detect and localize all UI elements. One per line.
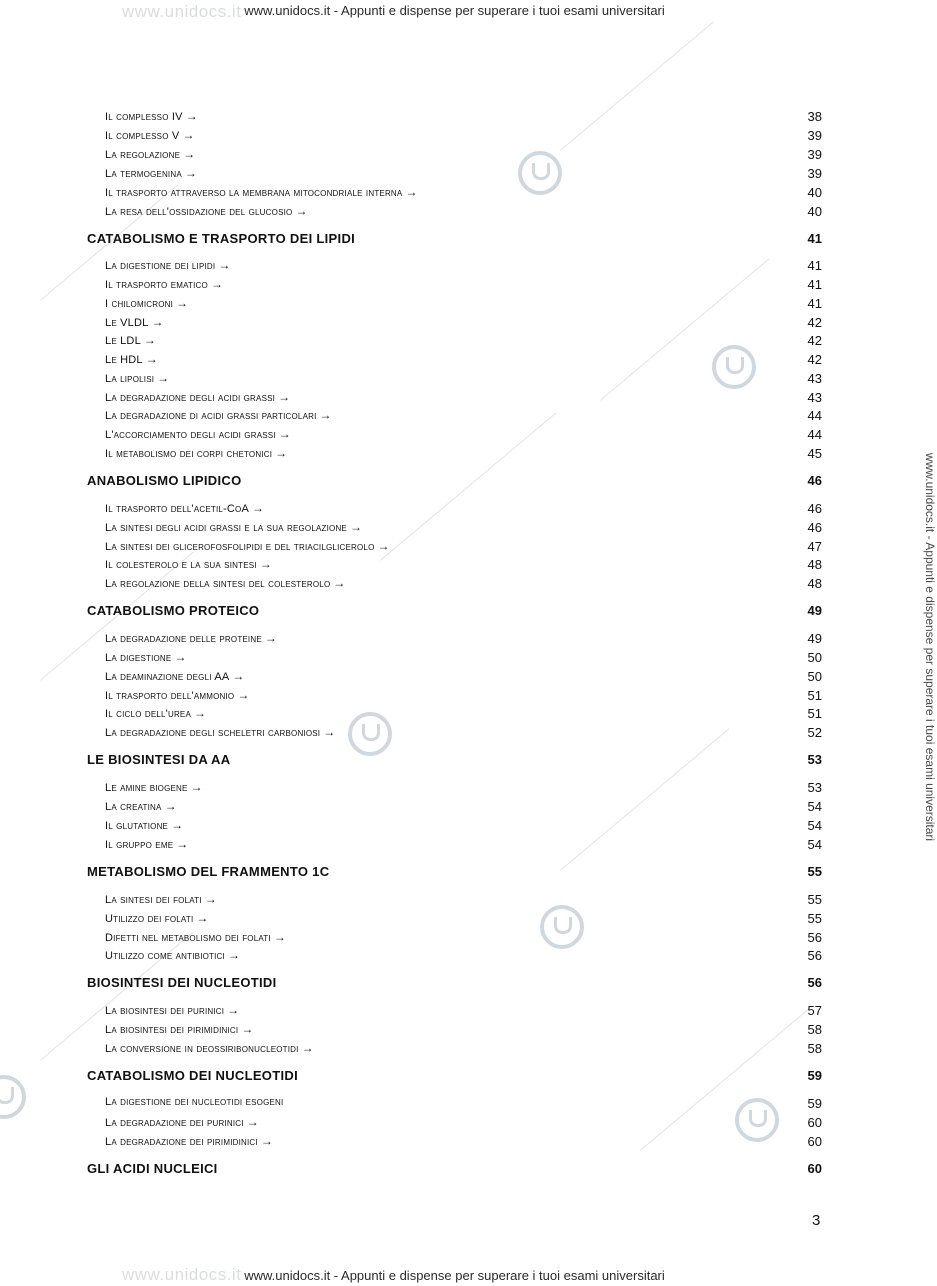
arrow-right-icon: → <box>246 1115 259 1129</box>
toc-section-title[interactable]: ANABOLISMO LIPIDICO <box>87 473 242 488</box>
toc-entry-row[interactable] <box>0 258 909 276</box>
toc-entry-title[interactable]: Il trasporto ematico → <box>105 277 224 291</box>
arrow-right-icon: → <box>278 390 291 404</box>
toc-entry-title[interactable]: La degradazione dei pirimidinici → <box>105 1134 274 1148</box>
toc-page-number: 46 <box>807 520 822 535</box>
watermark-side-right: www.unidocs.it - Appunti e dispense per superare i tuoi esami universitari <box>922 452 937 842</box>
toc-entry-row[interactable] <box>0 204 909 222</box>
arrow-right-icon: → <box>349 520 363 534</box>
arrow-right-icon: → <box>227 948 241 962</box>
arrow-right-icon: → <box>377 539 390 553</box>
toc-entry-title[interactable]: La lipolisi → <box>105 371 170 385</box>
toc-entry-title[interactable]: La degradazione degli acidi grassi → <box>105 390 291 404</box>
arrow-right-icon: → <box>176 837 189 851</box>
toc-page-number: 43 <box>807 371 822 386</box>
toc-section-row[interactable] <box>0 603 909 621</box>
toc-section-row[interactable] <box>0 864 909 882</box>
toc-entry-row[interactable] <box>0 109 909 127</box>
toc-page-number: 56 <box>807 948 822 963</box>
toc-entry-row[interactable] <box>0 911 909 929</box>
arrow-right-icon: → <box>185 109 198 123</box>
toc-page-number: 42 <box>807 352 822 367</box>
toc-entry-row[interactable] <box>0 352 909 370</box>
toc-entry-row[interactable] <box>0 706 909 724</box>
toc-entry-row[interactable] <box>0 557 909 575</box>
toc-section-row[interactable] <box>0 1068 909 1086</box>
toc-entry-title[interactable]: Utilizzo come antibiotici → <box>105 948 241 962</box>
toc-entry-title[interactable]: Il trasporto dell'ammonio → <box>105 688 250 702</box>
toc-page-number: 45 <box>807 446 822 461</box>
toc-entry-row[interactable] <box>0 837 909 855</box>
arrow-right-icon: → <box>218 258 231 272</box>
toc-page-number: 42 <box>807 315 822 330</box>
toc-section-title[interactable]: METABOLISMO DEL FRAMMENTO 1C <box>87 864 330 879</box>
arrow-right-icon: → <box>151 315 164 329</box>
toc-entry-title[interactable]: Il glutatione → <box>105 818 184 832</box>
toc-entry-row[interactable] <box>0 650 909 668</box>
toc-section-title[interactable]: BIOSINTESI DEI NUCLEOTIDI <box>87 975 277 990</box>
toc-entry-title[interactable]: La regolazione della sintesi del colesterolo → <box>105 576 346 590</box>
watermark-ghost-text: www.unidocs.it <box>122 1265 242 1284</box>
toc-entry-title[interactable]: La digestione dei nucleotidi esogeni <box>105 1096 284 1108</box>
toc-entry-title[interactable]: La digestione → <box>105 650 187 664</box>
toc-page-number: 48 <box>807 557 822 572</box>
watermark-footer: www.unidocs.it - Appunti e dispense per superare i tuoi esami universitari <box>244 1268 665 1283</box>
toc-page-number: 41 <box>807 231 822 246</box>
toc-entry-title[interactable]: Utilizzo dei folati → <box>105 911 209 925</box>
toc-page-number: 44 <box>807 427 822 442</box>
toc-page-number: 54 <box>807 799 822 814</box>
toc-page-number: 60 <box>807 1134 822 1149</box>
toc-page-number: 46 <box>807 473 822 488</box>
toc-entry-title[interactable]: La sintesi dei folati → <box>105 892 217 906</box>
arrow-right-icon: → <box>171 818 184 832</box>
arrow-right-icon: → <box>295 204 308 218</box>
toc-entry-row[interactable] <box>0 1022 909 1040</box>
toc-page-number: 41 <box>807 277 822 292</box>
toc-page-number: 46 <box>807 501 822 516</box>
toc-entry-title[interactable]: Le VLDL → <box>105 315 164 329</box>
toc-section-row[interactable] <box>0 231 909 249</box>
toc-entry-row[interactable] <box>0 315 909 333</box>
toc-entry-title[interactable]: Il ciclo dell'urea → <box>105 706 207 720</box>
toc-page-number: 39 <box>807 128 822 143</box>
arrow-right-icon: → <box>237 688 250 702</box>
toc-entry-title[interactable]: Difetti nel metabolismo dei folati → <box>105 930 287 944</box>
toc-page-number: 58 <box>807 1041 822 1056</box>
toc-entry-title[interactable]: La degradazione di acidi grassi particolari → <box>105 408 332 422</box>
toc-entry-title[interactable]: La digestione dei lipidi → <box>105 258 231 272</box>
toc-entry-title[interactable]: La degradazione delle proteine → <box>105 631 278 645</box>
toc-entry-title[interactable]: Le amine biogene → <box>105 780 203 794</box>
arrow-right-icon: → <box>260 1134 274 1148</box>
toc-entry-title[interactable]: La termogenina → <box>105 166 198 180</box>
toc-entry-row[interactable] <box>0 688 909 706</box>
page-number: 3 <box>812 1212 821 1229</box>
toc-entry-row[interactable] <box>0 277 909 295</box>
toc-entry-title[interactable]: La sintesi dei glicerofosfolipidi e del triacilglicerolo → <box>105 539 390 553</box>
toc-page-number: 56 <box>807 975 822 990</box>
toc-entry-title[interactable]: Le LDL → <box>105 333 157 347</box>
arrow-right-icon: → <box>184 166 198 180</box>
toc-page-number: 48 <box>807 576 822 591</box>
arrow-right-icon: → <box>194 706 207 720</box>
toc-page-number: 56 <box>807 930 822 945</box>
toc-entry-title[interactable]: La creatina → <box>105 799 177 813</box>
toc-section-title[interactable]: CATABOLISMO E TRASPORTO DEI LIPIDI <box>87 231 356 246</box>
toc-entry-row[interactable] <box>0 539 909 557</box>
toc-entry-row[interactable] <box>0 818 909 836</box>
toc-entry-title[interactable]: La sintesi degli acidi grassi e la sua regolazione → <box>105 520 363 534</box>
toc-entry-title[interactable]: Il trasporto dell'acetil-CoA → <box>105 501 265 515</box>
arrow-right-icon: → <box>210 277 224 291</box>
toc-entry-row[interactable] <box>0 1115 909 1133</box>
toc-entry-title[interactable]: La biosintesi dei purinici → <box>105 1003 240 1017</box>
toc-page-number: 49 <box>807 631 822 646</box>
toc-entry-row[interactable] <box>0 1134 909 1152</box>
toc-page-number: 59 <box>807 1096 822 1111</box>
toc-page-number: 57 <box>807 1003 822 1018</box>
toc-page-number: 39 <box>807 166 822 181</box>
toc-entry-title[interactable]: Il colesterolo e la sua sintesi → <box>105 557 272 571</box>
toc-entry-row[interactable] <box>0 669 909 687</box>
toc-page-number: 42 <box>807 333 822 348</box>
toc-entry-title[interactable]: La deaminazione degli AA → <box>105 669 245 683</box>
toc-page-number: 59 <box>807 1068 822 1083</box>
arrow-right-icon: → <box>143 333 157 347</box>
toc-page-number: 51 <box>807 688 822 703</box>
toc-page-number: 60 <box>807 1161 822 1176</box>
arrow-right-icon: → <box>241 1022 254 1036</box>
arrow-right-icon: → <box>145 352 158 366</box>
toc-page-number: 53 <box>807 752 822 767</box>
arrow-right-icon: → <box>164 799 177 813</box>
toc-entry-title[interactable]: Il complesso V → <box>105 128 195 142</box>
toc-section-row[interactable] <box>0 1161 909 1179</box>
toc-entry-title[interactable]: Il metabolismo dei corpi chetonici → <box>105 446 288 460</box>
toc-page-number: 40 <box>807 204 822 219</box>
arrow-right-icon: → <box>174 650 187 664</box>
toc-page-number: 51 <box>807 706 822 721</box>
toc-page-number: 54 <box>807 837 822 852</box>
arrow-right-icon: → <box>301 1041 314 1055</box>
arrow-right-icon: → <box>252 501 265 515</box>
toc-entry-row[interactable] <box>0 780 909 798</box>
arrow-right-icon: → <box>183 147 196 161</box>
toc-entry-row[interactable] <box>0 296 909 314</box>
arrow-right-icon: → <box>278 427 291 441</box>
toc-page-number: 40 <box>807 185 822 200</box>
toc-entry-title[interactable]: Il complesso IV → <box>105 109 198 123</box>
toc-page-number: 55 <box>807 864 822 879</box>
toc-entry-row[interactable] <box>0 1041 909 1059</box>
toc-entry-title[interactable]: La biosintesi dei pirimidinici → <box>105 1022 254 1036</box>
toc-section-row[interactable] <box>0 473 909 491</box>
toc-entry-row[interactable] <box>0 185 909 203</box>
toc-entry-row[interactable] <box>0 1096 909 1114</box>
toc-section-title[interactable]: LE BIOSINTESI DA AA <box>87 752 231 767</box>
toc-section-title[interactable]: CATABOLISMO PROTEICO <box>87 603 260 618</box>
toc-entry-row[interactable] <box>0 501 909 519</box>
toc-page-number: 55 <box>807 892 822 907</box>
toc-entry-row[interactable] <box>0 147 909 165</box>
toc-entry-row[interactable] <box>0 520 909 538</box>
toc-entry-row[interactable] <box>0 892 909 910</box>
toc-entry-title[interactable]: La degradazione dei purinici → <box>105 1115 259 1129</box>
toc-entry-row[interactable] <box>0 166 909 184</box>
toc-entry-title[interactable]: Il gruppo eme → <box>105 837 189 851</box>
toc-entry-row[interactable] <box>0 631 909 649</box>
toc-entry-row[interactable] <box>0 371 909 389</box>
arrow-right-icon: → <box>182 128 195 142</box>
watermark-ghost-text: www.unidocs.it <box>122 2 242 21</box>
toc-page-number: 41 <box>807 296 822 311</box>
toc-page-number: 43 <box>807 390 822 405</box>
arrow-right-icon: → <box>275 446 288 460</box>
toc-entry-title[interactable]: Il trasporto attraverso la membrana mitocondriale interna → <box>105 185 418 199</box>
toc-page-number: 54 <box>807 818 822 833</box>
toc-page-number: 44 <box>807 408 822 423</box>
arrow-right-icon: → <box>232 669 245 683</box>
arrow-right-icon: → <box>196 911 209 925</box>
toc-section-row[interactable] <box>0 975 909 993</box>
toc-entry-title[interactable]: I chilomicroni → <box>105 296 189 310</box>
toc-entry-title[interactable]: La resa dell'ossidazione del glucosio → <box>105 204 308 218</box>
arrow-right-icon: → <box>273 930 287 944</box>
toc-entry-row[interactable] <box>0 427 909 445</box>
toc-entry-row[interactable] <box>0 390 909 408</box>
toc-page-number: 53 <box>807 780 822 795</box>
toc-page-number: 47 <box>807 539 822 554</box>
toc-page-number: 41 <box>807 258 822 273</box>
toc-page-number: 58 <box>807 1022 822 1037</box>
arrow-right-icon: → <box>319 408 332 422</box>
toc-entry-row[interactable] <box>0 1003 909 1021</box>
arrow-right-icon: → <box>190 780 203 794</box>
toc-entry-title[interactable]: La conversione in deossiribonucleotidi → <box>105 1041 314 1055</box>
toc-entry-row[interactable] <box>0 408 909 426</box>
toc-page-number: 50 <box>807 669 822 684</box>
arrow-right-icon: → <box>259 557 272 571</box>
toc-entry-row[interactable] <box>0 948 909 966</box>
toc-page-number: 38 <box>807 109 822 124</box>
toc-entry-row[interactable] <box>0 576 909 594</box>
toc-section-title[interactable]: GLI ACIDI NUCLEICI <box>87 1161 218 1176</box>
toc-page-number: 39 <box>807 147 822 162</box>
arrow-right-icon: → <box>323 725 336 739</box>
arrow-right-icon: → <box>264 631 278 645</box>
toc-entry-title[interactable]: Le HDL → <box>105 352 158 366</box>
toc-page-number: 55 <box>807 911 822 926</box>
toc-section-title[interactable]: CATABOLISMO DEI NUCLEOTIDI <box>87 1068 298 1083</box>
arrow-right-icon: → <box>227 1003 240 1017</box>
arrow-right-icon: → <box>405 185 418 199</box>
toc-page-number: 52 <box>807 725 822 740</box>
toc-section-row[interactable] <box>0 752 909 770</box>
toc-entry-title[interactable]: La degradazione degli scheletri carboniosi → <box>105 725 336 739</box>
toc-entry-row[interactable] <box>0 333 909 351</box>
toc-entry-row[interactable] <box>0 725 909 743</box>
toc-entry-row[interactable] <box>0 446 909 464</box>
arrow-right-icon: → <box>333 576 346 590</box>
watermark-header: www.unidocs.it - Appunti e dispense per superare i tuoi esami universitari <box>244 3 665 18</box>
toc-entry-row[interactable] <box>0 128 909 146</box>
arrow-right-icon: → <box>157 371 170 385</box>
toc-entry-row[interactable] <box>0 799 909 817</box>
toc-entry-row[interactable] <box>0 930 909 948</box>
toc-page-number: 49 <box>807 603 822 618</box>
toc-page-number: 60 <box>807 1115 822 1130</box>
toc-page-number: 50 <box>807 650 822 665</box>
toc-entry-title[interactable]: L'accorciamento degli acidi grassi → <box>105 427 291 441</box>
toc-entry-title[interactable]: La regolazione → <box>105 147 196 161</box>
arrow-right-icon: → <box>176 296 189 310</box>
arrow-right-icon: → <box>204 892 217 906</box>
